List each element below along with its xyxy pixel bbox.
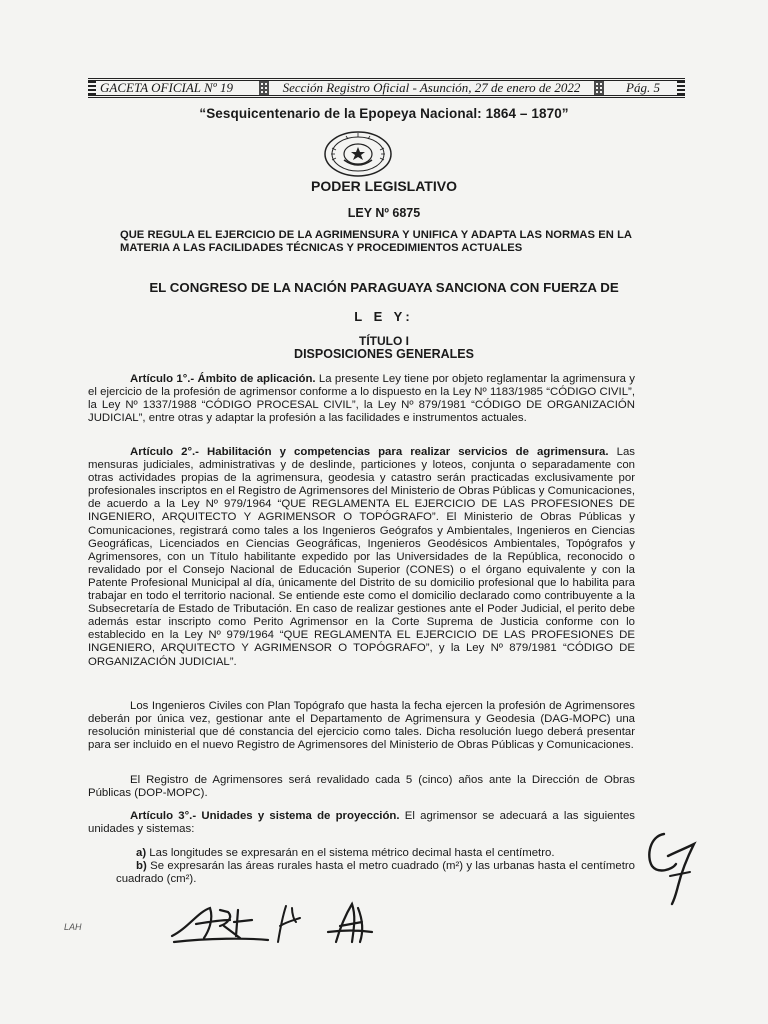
paragraph-registro-text: El Registro de Agrimensores será revalidado cada 5 (cinco) años ante la Dirección de Obras Públicas (DOP-MOPC). bbox=[88, 774, 635, 800]
national-seal-icon bbox=[322, 130, 394, 178]
enactment-formula: EL CONGRESO DE LA NACIÓN PARAGUAYA SANCIONA CON FUERZA DE bbox=[149, 280, 619, 295]
header-ornament bbox=[88, 81, 96, 95]
law-title: QUE REGULA EL EJERCICIO DE LA AGRIMENSURA Y UNIFICA Y ADAPTA LAS NORMAS EN LA MATERIA A LAS FACILIDADES TÉCNICAS Y PROCEDIMIENTOS ACTUALES bbox=[120, 229, 632, 254]
section-date: Sección Registro Oficial - Asunción, 27 de enero de 2022 bbox=[282, 80, 581, 95]
list-item-label: b) bbox=[136, 860, 147, 872]
title-number: TÍTULO I bbox=[359, 334, 409, 348]
handwritten-page-mark-icon bbox=[642, 826, 698, 906]
gazette-number: GACETA OFICIAL Nº 19 bbox=[100, 80, 233, 95]
list-item-label: a) bbox=[136, 847, 147, 859]
law-number: LEY Nº 6875 bbox=[347, 206, 421, 220]
article-2-text: Las mensuras judiciales, administrativas y de deslinde, particiones y loteos, conjunta o separadamente con otras actividades propias de la agrimensura, geodesia y catastro serán practicadas exclusivamente por profesionales inscriptos en el Registro de Agrimensores del Ministerio de Obras Públicas y Comunicaciones, de acuerdo a la Ley Nº 979/1964 “QUE REGLAMENTA EL EJERCICIO DE LAS PROFESIONES DE INGENIERO, ARQUITECTO Y AGRIMENSOR O TOPÓGRAFO”. El Ministerio de Obras Públicas y Comunicaciones, registrará como tales a los Ingenieros Geógrafos y Ambientales, Ingenieros en Ciencias Geográficas, Licenciados en Ciencias Geográficas, Ingenieros Geodésicos Ambientales, Topógrafos y Agrimensores, con un Título habilitante expedido por las Universidades de la República, reconocido o revalidado por el Consejo Nacional de Educación Superior (CONES) o el órgano equivalente y con la Patente Profesional Municipal al día, únicamente del Distrito de su domicilio profesional que lo habilita para trabajar en todo el territorio nacional. Se entiende este como el domicilio declarado como contribuyente a la Subsecretaría de Estado de Tributación. En caso de realizar gestiones ante el Poder Judicial, el perito debe además estar inscripto como Perito Agrimensor en la Corte Suprema de Justicia conforme con lo establecido en la Ley Nº 979/1964 “QUE REGLAMENTA EL EJERCICIO DE LAS PROFESIONES DE INGENIERO, ARQUITECTO Y AGRIMENSOR O TOPÓGRAFO”, y la Ley Nº 879/1981 “CÓDIGO DE ORGANIZACIÓN JUDICIAL”. bbox=[88, 446, 636, 668]
page-number: Pág. 5 bbox=[626, 80, 660, 95]
units-list bbox=[116, 847, 635, 886]
list-item-text: Se expresarán las áreas rurales hasta el metro cuadrado (m²) y las urbanas hasta el centímetro cuadrado (cm²). bbox=[116, 860, 635, 885]
list-item-text: Las longitudes se expresarán en el sistema métrico decimal hasta el centímetro. bbox=[146, 847, 555, 859]
article-1-heading: Artículo 1°.- Ámbito de aplicación. bbox=[130, 373, 316, 385]
article-2-heading: Artículo 2°.- Habilitación y competencias para realizar servicios de agrimensura. bbox=[130, 446, 609, 458]
footer-initials: LAH bbox=[64, 922, 82, 932]
paragraph-registro bbox=[88, 774, 635, 800]
list-item bbox=[116, 847, 635, 860]
ley-heading: L E Y: bbox=[354, 309, 414, 324]
list-item bbox=[116, 860, 635, 886]
header-ornament bbox=[594, 81, 604, 95]
gazette-header bbox=[88, 78, 685, 98]
article-1 bbox=[88, 373, 635, 425]
chamber-name: PODER LEGISLATIVO bbox=[311, 178, 457, 194]
signature-icon bbox=[168, 898, 378, 948]
header-ornament bbox=[259, 81, 269, 95]
article-3-text: El agrimensor se adecuará a las siguientes unidades y sistemas: bbox=[88, 810, 635, 836]
paragraph-ingenieros-text: Los Ingenieros Civiles con Plan Topógrafo que hasta la fecha ejercen la profesión de Agrimensores deberán por única vez, gestionar ante el Departamento de Agrimensura y Geodesia (DAG-MOPC) una resolución ministerial que dé constancia del ejercicio como tales. Dicha resolución luego deberá presentar para ser incluido en el nuevo Registro de Agrimensores del Ministerio de Obras Públicas y Comunicaciones. bbox=[88, 700, 635, 752]
header-ornament bbox=[677, 81, 685, 95]
motto: “Sesquicentenario de la Epopeya Nacional: 1864 – 1870” bbox=[199, 106, 569, 121]
article-2 bbox=[88, 446, 635, 669]
paragraph-ingenieros bbox=[88, 700, 635, 752]
article-3-heading: Artículo 3°.- Unidades y sistema de proyección. bbox=[130, 810, 400, 822]
article-1-text: La presente Ley tiene por objeto reglamentar la agrimensura y el ejercicio de la profesión de agrimensor conforme a lo dispuesto en la Ley Nº 1183/1985 “CÓDIGO CIVIL”, la Ley Nº 1337/1988 “CÓDIGO PROCESAL CIVIL”, la Ley Nº 879/1981 “CÓDIGO DE ORGANIZACIÓN JUDICIAL”, entre otras y adaptar la profesión a las facilidades e instrumentos actuales. bbox=[88, 373, 635, 425]
article-3 bbox=[88, 810, 635, 836]
title-name: DISPOSICIONES GENERALES bbox=[294, 347, 474, 361]
